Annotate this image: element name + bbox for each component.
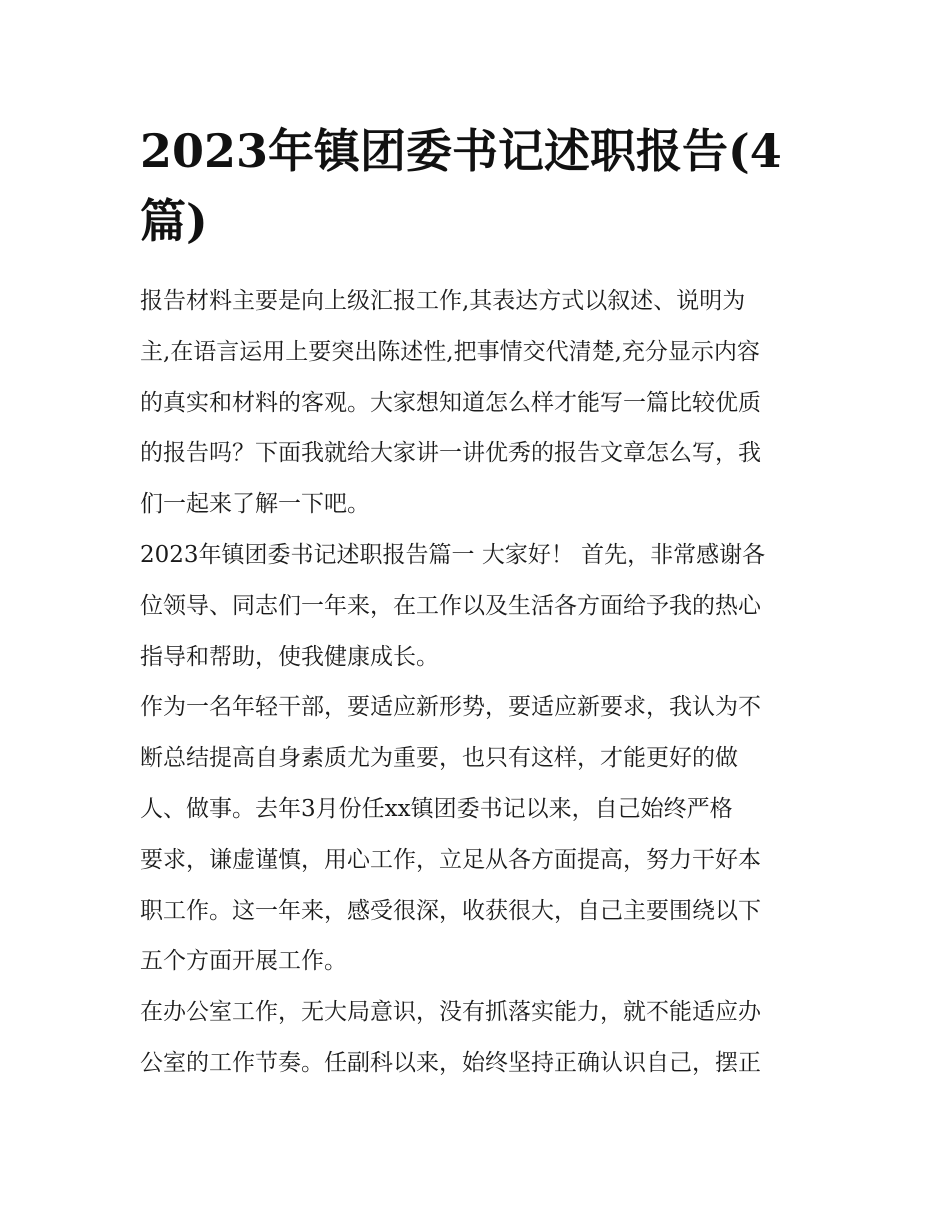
text-line: 五个方面开展工作。 bbox=[140, 948, 347, 975]
text-line: 报告材料主要是向上级汇报工作,其表达方式以叙述、说明为 bbox=[140, 288, 746, 314]
text-line: 职工作。这一年来，感受很深，收获很大，自己主要围绕以下 bbox=[140, 897, 761, 924]
text-line: 指导和帮助，使我健康成长。 bbox=[140, 643, 439, 670]
text-line: 要求，谦虚谨慎，用心工作，立足从各方面提高，努力干好本 bbox=[140, 846, 761, 873]
text-line: 的报告吗？下面我就给大家讲一讲优秀的报告文章怎么写，我 bbox=[140, 440, 761, 467]
text-line: 在办公室工作，无大局意识，没有抓落实能力，就不能适应办 bbox=[140, 999, 761, 1026]
text-line: 公室的工作节奏。任副科以来，始终坚持正确认识自己，摆正 bbox=[140, 1049, 761, 1076]
paragraph-greeting bbox=[140, 530, 816, 682]
paragraph-office-work bbox=[140, 987, 816, 1089]
text-line: 人、做事。去年3月份任xx镇团委书记以来，自己始终严格 bbox=[140, 795, 733, 822]
text-line: 2023年镇团委书记述职报告篇一 大家好！ 首先，非常感谢各 bbox=[140, 541, 766, 568]
paragraph-intro bbox=[140, 276, 816, 530]
paragraph-self-improvement bbox=[140, 682, 816, 987]
document-body bbox=[140, 276, 816, 1089]
document-title: 2023年镇团委书记述职报告(4篇) bbox=[140, 124, 782, 248]
text-line: 位领导、同志们一年来，在工作以及生活各方面给予我的热心 bbox=[140, 592, 761, 619]
text-line: 们一起来了解一下吧。 bbox=[140, 491, 370, 518]
text-line: 断总结提高自身素质尤为重要，也只有这样，才能更好的做 bbox=[140, 745, 738, 772]
text-line: 作为一名年轻干部，要适应新形势，要适应新要求，我认为不 bbox=[140, 694, 761, 721]
text-line: 的真实和材料的客观。大家想知道怎么样才能写一篇比较优质 bbox=[140, 389, 761, 416]
text-line: 主,在语言运用上要突出陈述性,把事情交代清楚,充分显示内容 bbox=[140, 338, 760, 365]
